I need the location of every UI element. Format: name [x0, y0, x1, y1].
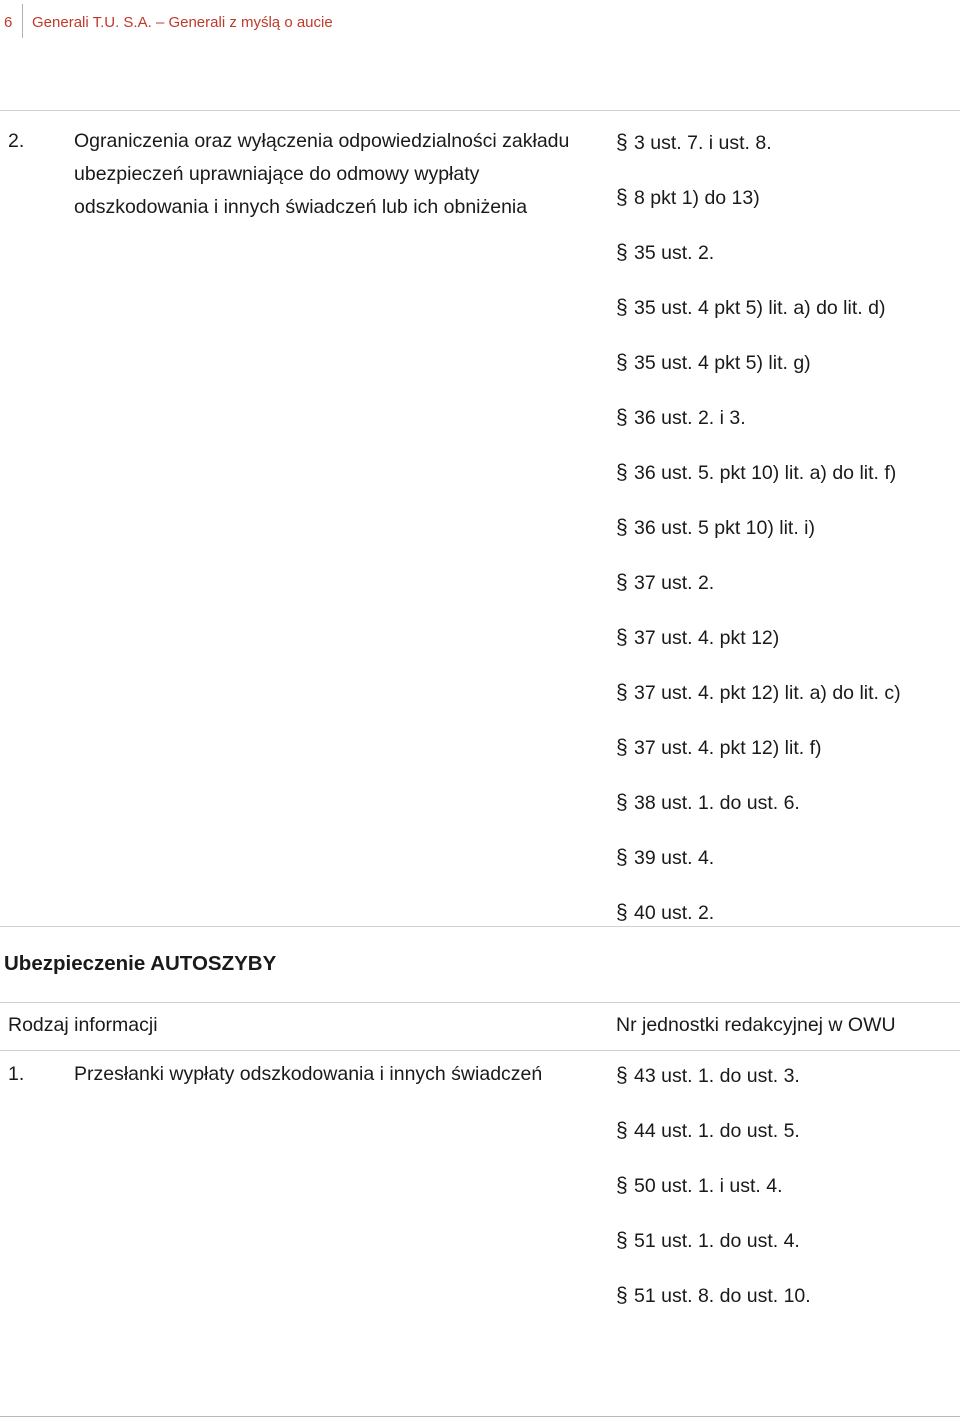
item-description: Ograniczenia oraz wyłączenia odpowiedzialności zakładu ubezpieczeń uprawniające do odmowy wypłaty odszkodowania i innych świadczeń lub ich obniżenia — [74, 130, 570, 218]
reference-text: 37 ust. 4. pkt 12) — [634, 627, 780, 649]
reference-item — [616, 790, 901, 845]
section-sign-icon: § — [616, 1284, 628, 1307]
reference-text: 51 ust. 8. do ust. 10. — [634, 1285, 811, 1307]
item-description: Przesłanki wypłaty odszkodowania i innych świadczeń — [74, 1063, 543, 1085]
reference-item — [616, 625, 901, 680]
table-header-bottom-rule — [0, 1050, 960, 1051]
section-sign-icon: § — [616, 241, 628, 264]
column-header-owu-unit: Nr jednostki redakcyjnej w OWU — [616, 1014, 896, 1036]
reference-item — [616, 130, 901, 185]
reference-item — [616, 1228, 811, 1283]
header-divider — [22, 4, 23, 38]
section-sign-icon: § — [616, 296, 628, 319]
section-sign-icon: § — [616, 351, 628, 374]
reference-item — [616, 1283, 811, 1338]
item-number: 1. — [8, 1063, 25, 1085]
reference-item — [616, 900, 901, 955]
reference-text: 35 ust. 4 pkt 5) lit. a) do lit. d) — [634, 297, 886, 319]
page-bottom-rule — [0, 1416, 960, 1417]
reference-item — [616, 515, 901, 570]
section-sign-icon: § — [616, 406, 628, 429]
reference-text: 35 ust. 4 pkt 5) lit. g) — [634, 352, 811, 374]
section-sign-icon: § — [616, 571, 628, 594]
reference-item — [616, 240, 901, 295]
reference-text: 37 ust. 2. — [634, 572, 715, 594]
reference-text: 43 ust. 1. do ust. 3. — [634, 1065, 800, 1087]
reference-item — [616, 460, 901, 515]
reference-text: 36 ust. 5. pkt 10) lit. a) do lit. f) — [634, 462, 897, 484]
section-divider — [0, 926, 960, 927]
reference-text: 44 ust. 1. do ust. 5. — [634, 1120, 800, 1142]
section-sign-icon: § — [616, 1229, 628, 1252]
section-sign-icon: § — [616, 846, 628, 869]
section-sign-icon: § — [616, 681, 628, 704]
reference-item — [616, 680, 901, 735]
section-sign-icon: § — [616, 186, 628, 209]
section-sign-icon: § — [616, 131, 628, 154]
reference-item — [616, 405, 901, 460]
reference-item — [616, 570, 901, 625]
section-sign-icon: § — [616, 791, 628, 814]
page-header — [0, 4, 960, 38]
reference-text: 38 ust. 1. do ust. 6. — [634, 792, 800, 814]
item-number: 2. — [8, 130, 25, 152]
table-header-top-rule — [0, 1002, 960, 1003]
reference-text: 8 pkt 1) do 13) — [634, 187, 760, 209]
table-top-rule — [0, 110, 960, 111]
column-header-info-type: Rodzaj informacji — [8, 1014, 158, 1036]
section-sign-icon: § — [616, 516, 628, 539]
reference-item — [616, 735, 901, 790]
reference-item — [616, 185, 901, 240]
reference-text: 39 ust. 4. — [634, 847, 715, 869]
reference-text: 3 ust. 7. i ust. 8. — [634, 132, 772, 154]
reference-item — [616, 1063, 811, 1118]
section-sign-icon: § — [616, 901, 628, 924]
reference-text: 37 ust. 4. pkt 12) lit. f) — [634, 737, 822, 759]
reference-text: 35 ust. 2. — [634, 242, 715, 264]
reference-text: 37 ust. 4. pkt 12) lit. a) do lit. c) — [634, 682, 901, 704]
section-sign-icon: § — [616, 1174, 628, 1197]
reference-list — [616, 1063, 811, 1338]
reference-list — [616, 130, 901, 955]
reference-item — [616, 350, 901, 405]
section-title: Ubezpieczenie AUTOSZYBY — [4, 952, 277, 975]
reference-text: 50 ust. 1. i ust. 4. — [634, 1175, 783, 1197]
running-title: Generali T.U. S.A. – Generali z myślą o aucie — [32, 14, 333, 31]
reference-item — [616, 295, 901, 350]
reference-item — [616, 845, 901, 900]
section-sign-icon: § — [616, 461, 628, 484]
section-sign-icon: § — [616, 1119, 628, 1142]
section-sign-icon: § — [616, 626, 628, 649]
reference-item — [616, 1118, 811, 1173]
reference-text: 36 ust. 2. i 3. — [634, 407, 746, 429]
section-sign-icon: § — [616, 1064, 628, 1087]
reference-text: 36 ust. 5 pkt 10) lit. i) — [634, 517, 815, 539]
reference-text: 51 ust. 1. do ust. 4. — [634, 1230, 800, 1252]
reference-item — [616, 1173, 811, 1228]
page-number: 6 — [4, 14, 13, 31]
section-sign-icon: § — [616, 736, 628, 759]
reference-text: 40 ust. 2. — [634, 902, 715, 924]
